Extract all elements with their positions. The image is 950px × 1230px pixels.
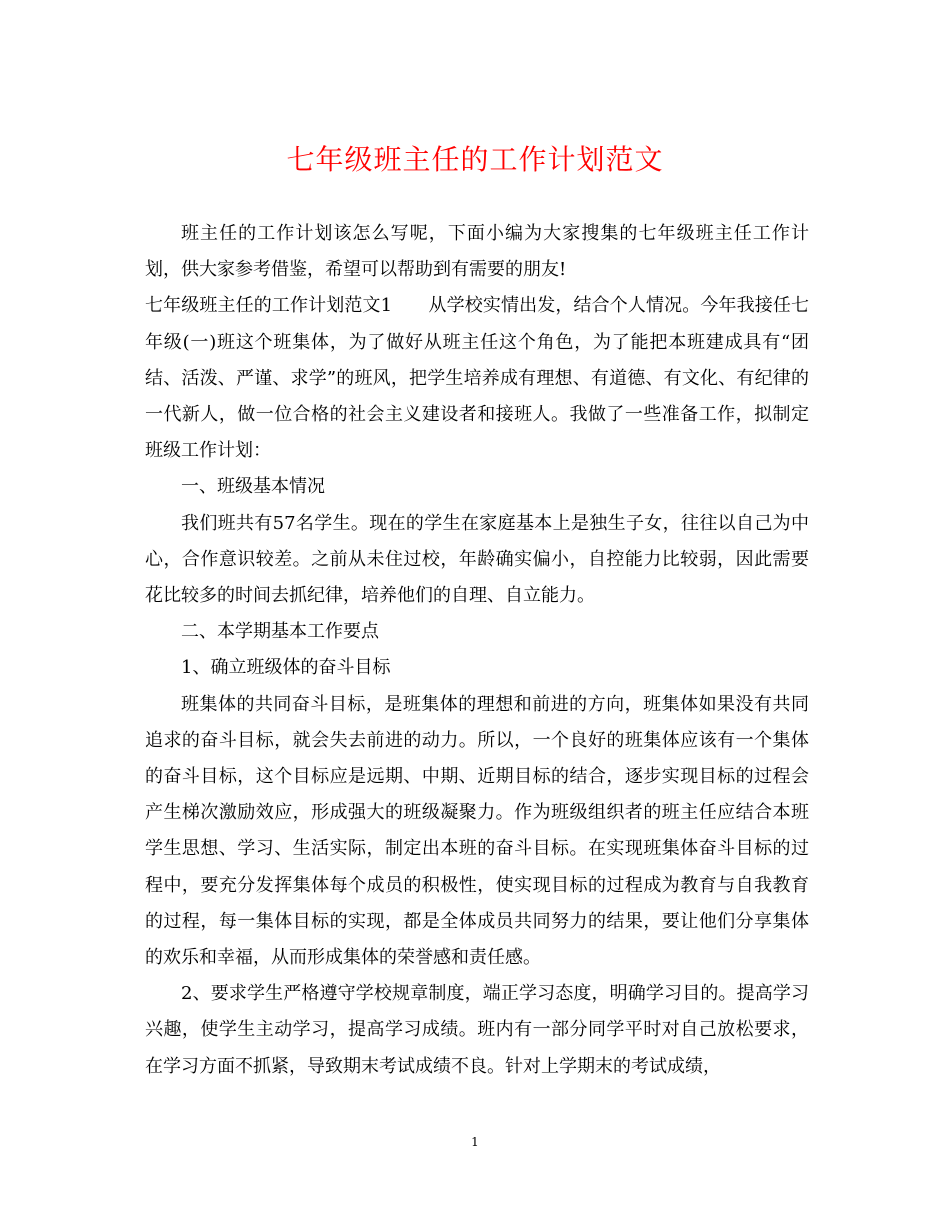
subheading-class-goal: 1、确立班级体的奋斗目标	[181, 657, 391, 679]
class-goal-paragraph: 班集体的共同奋斗目标，是班集体的理想和前进的方向，班集体如果没有共同追求的奋斗目标，就会失去前进的动力。所以，一个良好的班集体应该有一个集体的奋斗目标，这个目标应是远期、中期、近期目标的结合，逐步实现目标的过程会产生梯次激励效应，形成强大的班级凝聚力。作为班级组织者的班主任应结合本班学生思想、学习、生活实际，制定出本班的奋斗目标。在实现班集体奋斗目标的过程中，要充分发挥集体每个成员的积极性，使实现目标的过程成为教育与自我教育的过程，每一集体目标的实现，都是全体成员共同努力的结果，要让他们分享集体的欢乐和幸福，从而形成集体的荣誉感和责任感。	[145, 693, 809, 969]
document-title: 七年级班主任的工作计划范文	[286, 143, 664, 176]
document-body	[145, 216, 809, 1085]
class-situation-paragraph: 我们班共有57名学生。现在的学生在家庭基本上是独生子女，往往以自己为中心，合作意识较差。之前从未住过校，年龄确实偏小，自控能力比较弱，因此需要花比较多的时间去抓纪律，培养他们的自理、自立能力。	[145, 512, 809, 607]
rules-paragraph: 2、要求学生严格遵守学校规章制度，端正学习态度，明确学习目的。提高学习兴趣，使学生主动学习，提高学习成绩。班内有一部分同学平时对自己放松要求，在学习方面不抓紧，导致期末考试成绩不良。针对上学期末的考试成绩，	[145, 983, 809, 1077]
intro-paragraph: 班主任的工作计划该怎么写呢，下面小编为大家搜集的七年级班主任工作计划，供大家参考借鉴，希望可以帮助到有需要的朋友!	[145, 223, 809, 281]
page-number: 1	[471, 1135, 479, 1149]
section-heading-class-situation: 一、班级基本情况	[181, 476, 325, 498]
sample-1-opening-paragraph: 七年级班主任的工作计划范文1 从学校实情出发，结合个人情况。今年我接任七年级(一)班这个班集体，为了做好从班主任这个角色，为了能把本班建成具有“团结、活泼、严谨、求学”的班风，把学生培养成有理想、有道德、有文化、有纪律的一代新人，做一位合格的社会主义建设者和接班人。我做了一些准备工作，拟制定班级工作计划：	[145, 295, 809, 462]
section-heading-work-points: 二、本学期基本工作要点	[181, 621, 379, 643]
